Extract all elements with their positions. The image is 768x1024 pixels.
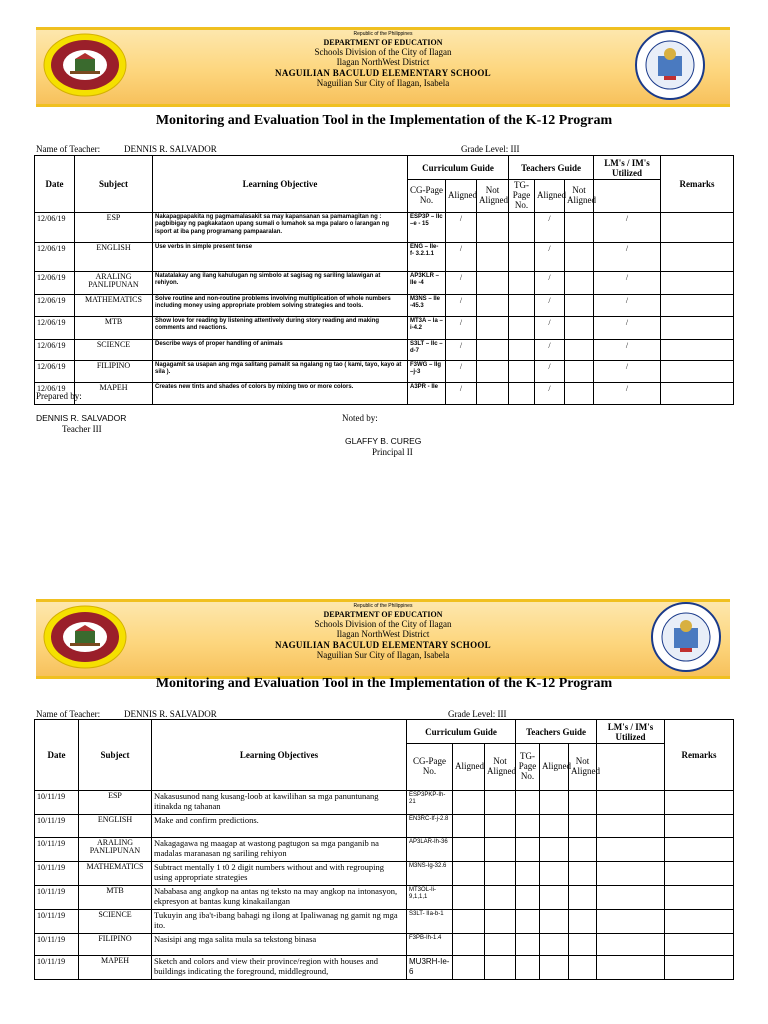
row-cg-page: MT3OL-Ii-9,1,1,1 <box>407 886 453 910</box>
header-date: Date <box>35 720 79 791</box>
table-row <box>35 212 734 242</box>
row-cg-aligned: / <box>446 242 477 271</box>
row-cg-aligned: / <box>446 360 477 382</box>
row-cg-aligned <box>453 956 485 980</box>
table-row <box>35 316 734 339</box>
row-tg-page <box>516 791 540 815</box>
row-cg-not-aligned <box>477 360 509 382</box>
department-label: DEPARTMENT OF EDUCATION <box>323 37 443 47</box>
row-tg-aligned: / <box>535 271 565 294</box>
header-tg-page: TG-Page No. <box>509 180 535 213</box>
row-tg-page <box>509 294 535 316</box>
row-remarks <box>661 339 734 360</box>
row-tg-aligned <box>540 910 569 934</box>
row-tg-not-aligned <box>565 316 594 339</box>
table-row <box>35 360 734 382</box>
row-subject: ARALING PANLIPUNAN <box>79 838 152 862</box>
grade-level: Grade Level: III <box>461 144 520 154</box>
prepared-by-label: Prepared by: <box>36 391 82 401</box>
row-subject: ESP <box>75 212 153 242</box>
row-tg-page <box>509 339 535 360</box>
table-row <box>35 956 734 980</box>
row-lm <box>597 910 665 934</box>
teacher-name-label: Name of Teacher: <box>36 144 101 154</box>
row-cg-page: ESP3PKP-Ih-21 <box>407 791 453 815</box>
row-cg-not-aligned <box>485 886 516 910</box>
row-remarks <box>665 791 734 815</box>
row-objective: Make and confirm predictions. <box>152 815 407 838</box>
department-label: DEPARTMENT OF EDUCATION <box>323 609 443 619</box>
school-name: NAGUILIAN BACULUD ELEMENTARY SCHOOL <box>275 639 491 650</box>
row-cg-page: MU3RH-Ie-6 <box>407 956 453 980</box>
table-row <box>35 862 734 886</box>
row-remarks <box>665 910 734 934</box>
school-name: NAGUILIAN BACULUD ELEMENTARY SCHOOL <box>275 67 491 78</box>
evaluation-table-2 <box>34 719 734 980</box>
row-tg-page <box>516 910 540 934</box>
header-curriculum-guide: Curriculum Guide <box>408 156 509 180</box>
row-tg-not-aligned <box>569 815 597 838</box>
header-tg-aligned: Aligned <box>540 744 569 791</box>
row-date: 10/11/19 <box>35 791 79 815</box>
header-tg-aligned: Aligned <box>535 180 565 213</box>
header-remarks: Remarks <box>665 720 734 791</box>
row-cg-not-aligned <box>485 838 516 862</box>
row-objective: Solve routine and non-routine problems involving multiplication of whole numbers including money using appropriate problem solving strategies and tools. <box>153 294 408 316</box>
row-objective: Nababasa ang angkop na antas ng teksto na may angkop na intonasyon, ekpresyon at bantas kung kinakailangan <box>152 886 407 910</box>
row-tg-not-aligned <box>565 242 594 271</box>
row-subject: ARALING PANLIPUNAN <box>75 271 153 294</box>
row-subject: FILIPINO <box>79 934 152 956</box>
row-objective: Nasisipi ang mga salita mula sa tekstong binasa <box>152 934 407 956</box>
table-row <box>35 294 734 316</box>
row-date: 12/06/19 <box>35 242 75 271</box>
row-subject: ENGLISH <box>75 242 153 271</box>
row-remarks <box>661 360 734 382</box>
row-remarks <box>665 862 734 886</box>
row-subject: MTB <box>75 316 153 339</box>
row-tg-not-aligned <box>565 294 594 316</box>
header-objective: Learning Objective <box>153 156 408 213</box>
row-subject: MTB <box>79 886 152 910</box>
row-cg-not-aligned <box>485 934 516 956</box>
row-cg-aligned <box>453 886 485 910</box>
teacher-name-label: Name of Teacher: <box>36 709 101 719</box>
row-cg-not-aligned <box>477 271 509 294</box>
row-cg-page: F3PB-Ih-1.4 <box>407 934 453 956</box>
row-cg-aligned <box>453 934 485 956</box>
header-cg-page: CG-Page No. <box>408 180 446 213</box>
row-cg-not-aligned <box>477 294 509 316</box>
row-objective: Subtract mentally 1 t0 2 digit numbers without and with regrouping using appropriate strategies <box>152 862 407 886</box>
row-tg-aligned: / <box>535 382 565 404</box>
row-remarks <box>665 815 734 838</box>
row-subject: SCIENCE <box>75 339 153 360</box>
header-cg-aligned: Aligned <box>453 744 485 791</box>
row-subject: MAPEH <box>79 956 152 980</box>
row-lm: / <box>594 382 661 404</box>
row-cg-aligned: / <box>446 212 477 242</box>
row-tg-not-aligned <box>565 339 594 360</box>
row-cg-not-aligned <box>485 910 516 934</box>
row-tg-page <box>509 382 535 404</box>
row-remarks <box>665 934 734 956</box>
row-date: 10/11/19 <box>35 838 79 862</box>
row-tg-page <box>516 934 540 956</box>
row-cg-page: S3LT – IIc – d-7 <box>408 339 446 360</box>
row-date: 10/11/19 <box>35 886 79 910</box>
row-tg-page <box>509 242 535 271</box>
row-remarks <box>661 212 734 242</box>
row-subject: ENGLISH <box>79 815 152 838</box>
school-address: Naguilian Sur City of Ilagan, Isabela <box>316 649 450 660</box>
row-tg-aligned <box>540 838 569 862</box>
row-cg-not-aligned <box>477 242 509 271</box>
header-subject: Subject <box>75 156 153 213</box>
row-tg-page <box>509 360 535 382</box>
table-row <box>35 382 734 404</box>
page-title: Monitoring and Evaluation Tool in the Implementation of the K-12 Program <box>155 113 613 128</box>
row-remarks <box>665 956 734 980</box>
header-remarks: Remarks <box>661 156 734 213</box>
header-cg-page: CG-Page No. <box>407 744 453 791</box>
row-date: 12/06/19 <box>35 212 75 242</box>
row-date: 12/06/19 <box>35 382 75 404</box>
row-subject: MATHEMATICS <box>75 294 153 316</box>
row-remarks <box>661 242 734 271</box>
row-lm <box>597 791 665 815</box>
row-tg-not-aligned <box>565 271 594 294</box>
row-cg-aligned <box>453 862 485 886</box>
row-objective: Tukuyin ang iba't-ibang bahagi ng ilong at Ipaliwanag ng gamit ng mga ito. <box>152 910 407 934</box>
row-remarks <box>665 886 734 910</box>
row-tg-aligned <box>540 956 569 980</box>
row-subject: FILIPINO <box>75 360 153 382</box>
row-tg-page <box>516 862 540 886</box>
row-tg-not-aligned <box>569 862 597 886</box>
row-date: 12/06/19 <box>35 360 75 382</box>
row-cg-aligned: / <box>446 316 477 339</box>
page-title: Monitoring and Evaluation Tool in the Implementation of the K-12 Program <box>155 676 613 691</box>
row-lm: / <box>594 242 661 271</box>
row-remarks <box>661 294 734 316</box>
row-objective: Nakasusunod nang kusang-loob at kawilihan sa mga panuntunang itinakda ng tahanan <box>152 791 407 815</box>
row-remarks <box>661 382 734 404</box>
row-cg-page: M3NS-Ig-32.6 <box>407 862 453 886</box>
letterhead-text <box>36 32 730 88</box>
row-cg-not-aligned <box>485 862 516 886</box>
division-label: Schools Division of the City of Ilagan <box>314 618 452 629</box>
row-cg-not-aligned <box>485 791 516 815</box>
row-date: 10/11/19 <box>35 934 79 956</box>
table-row <box>35 934 734 956</box>
row-lm <box>597 838 665 862</box>
header-tg-page: TG-Page No. <box>516 744 540 791</box>
table-row <box>35 838 734 862</box>
row-date: 10/11/19 <box>35 815 79 838</box>
table-row <box>35 815 734 838</box>
header-tg-not-aligned: Not Aligned <box>569 744 597 791</box>
row-tg-not-aligned <box>569 886 597 910</box>
row-cg-aligned: / <box>446 271 477 294</box>
row-tg-aligned: / <box>535 360 565 382</box>
teacher-name: DENNIS R. SALVADOR <box>124 144 217 154</box>
header-lm: LM's / IM's Utilized <box>594 156 661 180</box>
row-objective: Creates new tints and shades of colors by mixing two or more colors. <box>153 382 408 404</box>
row-cg-aligned <box>453 910 485 934</box>
header-cg-not-aligned: Not Aligned <box>477 180 509 213</box>
row-subject: SCIENCE <box>79 910 152 934</box>
letterhead-text <box>36 604 730 660</box>
row-tg-page <box>516 886 540 910</box>
row-cg-aligned: / <box>446 382 477 404</box>
row-cg-not-aligned <box>477 339 509 360</box>
row-lm: / <box>594 271 661 294</box>
district-label: Ilagan NorthWest District <box>336 57 430 68</box>
row-objective: Natatalakay ang ilang kahulugan ng simbolo at sagisag ng sariling lalawigan at rehiyon. <box>153 271 408 294</box>
header-date: Date <box>35 156 75 213</box>
row-date: 12/06/19 <box>35 339 75 360</box>
division-label: Schools Division of the City of Ilagan <box>314 46 452 57</box>
table-row <box>35 271 734 294</box>
row-tg-aligned <box>540 815 569 838</box>
header-teachers-guide: Teachers Guide <box>516 720 597 744</box>
row-lm: / <box>594 360 661 382</box>
row-tg-aligned <box>540 886 569 910</box>
row-cg-page: EN3RC-If-j-2.8 <box>407 815 453 838</box>
header-lm: LM's / IM's Utilized <box>597 720 665 744</box>
row-cg-not-aligned <box>477 382 509 404</box>
table-row <box>35 791 734 815</box>
header-cg-aligned: Aligned <box>446 180 477 213</box>
noted-by-label: Noted by: <box>342 413 378 423</box>
row-date: 10/11/19 <box>35 862 79 886</box>
table-row <box>35 910 734 934</box>
row-objective: Describe ways of proper handling of animals <box>153 339 408 360</box>
noter-title: Principal II <box>372 447 413 457</box>
row-tg-page <box>509 316 535 339</box>
header-subject: Subject <box>79 720 152 791</box>
row-cg-page: ENG – IIe- f- 3.2.1.1 <box>408 242 446 271</box>
row-tg-page <box>516 956 540 980</box>
row-tg-page <box>516 815 540 838</box>
row-objective: Nagagamit sa usapan ang mga salitang pamalit sa ngalang ng tao ( kami, tayo, kayo at sila ). <box>153 360 408 382</box>
grade-level: Grade Level: III <box>448 709 507 719</box>
row-tg-aligned <box>540 934 569 956</box>
teacher-name: DENNIS R. SALVADOR <box>124 709 217 719</box>
school-address: Naguilian Sur City of Ilagan, Isabela <box>316 77 450 88</box>
row-subject: MAPEH <box>75 382 153 404</box>
header-tg-not-aligned: Not Aligned <box>565 180 594 213</box>
row-tg-not-aligned <box>565 212 594 242</box>
row-objective: Sketch and colors and view their province/region with houses and buildings indicating the foreground, middleground, <box>152 956 407 980</box>
preparer-title: Teacher III <box>62 424 102 434</box>
row-cg-page: A3PR - IIe <box>408 382 446 404</box>
row-tg-not-aligned <box>569 791 597 815</box>
row-lm: / <box>594 294 661 316</box>
header-teachers-guide: Teachers Guide <box>509 156 594 180</box>
row-tg-aligned <box>540 862 569 886</box>
table-row <box>35 242 734 271</box>
row-cg-page: AP3KLR – IIe -4 <box>408 271 446 294</box>
row-date: 12/06/19 <box>35 316 75 339</box>
row-cg-not-aligned <box>477 212 509 242</box>
letterhead-banner <box>36 27 730 107</box>
district-label: Ilagan NorthWest District <box>336 629 430 640</box>
row-date: 12/06/19 <box>35 271 75 294</box>
row-cg-page: AP3LAR-Ih-36 <box>407 838 453 862</box>
row-cg-page: M3NS – IIe -45.3 <box>408 294 446 316</box>
header-lm-blank <box>597 744 665 791</box>
row-cg-aligned: / <box>446 294 477 316</box>
row-tg-not-aligned <box>565 382 594 404</box>
row-remarks <box>661 316 734 339</box>
row-tg-not-aligned <box>565 360 594 382</box>
row-tg-aligned: / <box>535 316 565 339</box>
row-cg-aligned: / <box>446 339 477 360</box>
row-lm: / <box>594 316 661 339</box>
row-subject: MATHEMATICS <box>79 862 152 886</box>
row-tg-aligned: / <box>535 339 565 360</box>
noter-name: GLAFFY B. CUREG <box>345 436 422 446</box>
table-row <box>35 339 734 360</box>
header-cg-not-aligned: Not Aligned <box>485 744 516 791</box>
row-cg-aligned <box>453 815 485 838</box>
row-date: 12/06/19 <box>35 294 75 316</box>
row-lm <box>597 886 665 910</box>
row-cg-not-aligned <box>485 815 516 838</box>
row-tg-not-aligned <box>569 934 597 956</box>
row-cg-aligned <box>453 791 485 815</box>
row-lm: / <box>594 212 661 242</box>
row-tg-aligned: / <box>535 212 565 242</box>
row-tg-aligned: / <box>535 294 565 316</box>
evaluation-table-1 <box>34 155 734 405</box>
row-cg-page: MT3A – Ia –i-4.2 <box>408 316 446 339</box>
row-objective: Show love for reading by listening attentively during story reading and making comments and reactions. <box>153 316 408 339</box>
row-objective: Use verbs in simple present tense <box>153 242 408 271</box>
row-tg-page <box>516 838 540 862</box>
row-remarks <box>661 271 734 294</box>
row-lm <box>597 815 665 838</box>
row-objective: Nakapagpapakita ng pagmamalasakit sa may kapansanan sa pamamagitan ng : pagbibigay ng pagkakataon upang sumali o lumahok sa mga palaro o larangan ng isport at iba pang programang pampaaralan. <box>153 212 408 242</box>
row-subject: ESP <box>79 791 152 815</box>
republic-label: Republic of the Philippines <box>353 603 413 609</box>
row-lm <box>597 956 665 980</box>
row-tg-not-aligned <box>569 956 597 980</box>
row-cg-page: F3WG – IIg –j-3 <box>408 360 446 382</box>
row-remarks <box>665 838 734 862</box>
row-lm <box>597 934 665 956</box>
row-cg-not-aligned <box>477 316 509 339</box>
row-objective: Nakagagawa ng maagap at wastong pagtugon sa mga panganib na madalas maranasan ng sariling rehiyon <box>152 838 407 862</box>
header-objective: Learning Objectives <box>152 720 407 791</box>
row-tg-page <box>509 271 535 294</box>
header-lm-blank <box>594 180 661 213</box>
row-date: 10/11/19 <box>35 956 79 980</box>
row-tg-not-aligned <box>569 910 597 934</box>
row-tg-page <box>509 212 535 242</box>
row-date: 10/11/19 <box>35 910 79 934</box>
republic-label: Republic of the Philippines <box>353 31 413 37</box>
preparer-name: DENNIS R. SALVADOR <box>36 413 127 423</box>
row-lm <box>597 862 665 886</box>
row-cg-aligned <box>453 838 485 862</box>
row-cg-not-aligned <box>485 956 516 980</box>
row-tg-not-aligned <box>569 838 597 862</box>
row-tg-aligned <box>540 791 569 815</box>
row-cg-page: S3LT- IIa-b-1 <box>407 910 453 934</box>
table-row <box>35 886 734 910</box>
header-curriculum-guide: Curriculum Guide <box>407 720 516 744</box>
row-tg-aligned: / <box>535 242 565 271</box>
row-lm: / <box>594 339 661 360</box>
letterhead-banner <box>36 599 730 679</box>
row-cg-page: ESP3P – IIc –e - 15 <box>408 212 446 242</box>
